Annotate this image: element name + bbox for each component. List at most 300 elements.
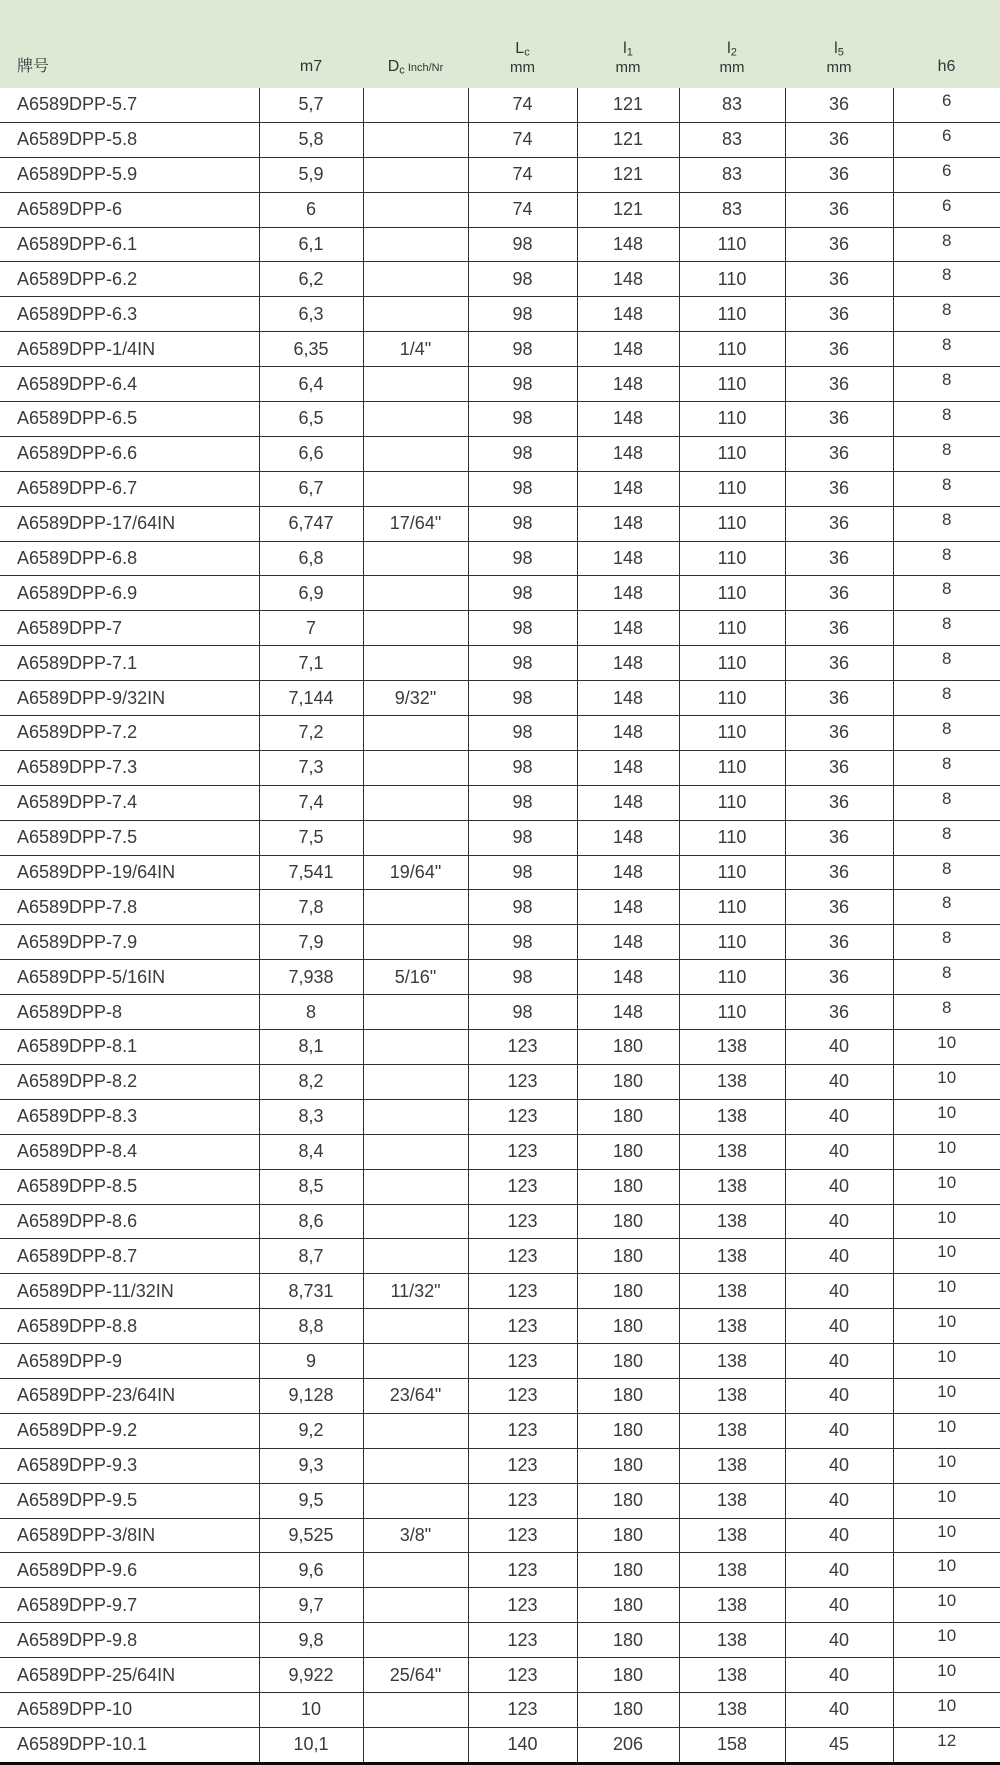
cell-l5_mm: 40 (785, 1204, 893, 1239)
cell-lc_mm: 123 (468, 1518, 577, 1553)
cell-h6: 10 (893, 1553, 1000, 1588)
cell-part_number: A6589DPP-5.9 (0, 157, 259, 192)
cell-l5_mm: 40 (785, 1239, 893, 1274)
cell-dc_inch (363, 192, 468, 227)
cell-m7: 8,4 (259, 1134, 363, 1169)
cell-part_number: A6589DPP-7 (0, 611, 259, 646)
header-l5-symbol: l (834, 39, 838, 57)
cell-m7: 7,8 (259, 890, 363, 925)
cell-l1_mm: 180 (577, 1623, 679, 1658)
cell-l2_mm: 110 (679, 855, 785, 890)
cell-m7: 9 (259, 1344, 363, 1379)
table-row (0, 1134, 1000, 1169)
cell-l5_mm: 40 (785, 1064, 893, 1099)
table-header (0, 0, 1000, 88)
table-row (0, 1378, 1000, 1413)
cell-l5_mm: 36 (785, 541, 893, 576)
cell-h6: 8 (893, 611, 1000, 646)
cell-l5_mm: 36 (785, 855, 893, 890)
cell-dc_inch (363, 995, 468, 1030)
cell-l2_mm: 83 (679, 192, 785, 227)
cell-m7: 7,4 (259, 785, 363, 820)
cell-h6: 10 (893, 1274, 1000, 1309)
cell-l5_mm: 40 (785, 1344, 893, 1379)
table-row (0, 1692, 1000, 1727)
table-row (0, 646, 1000, 681)
cell-dc_inch (363, 1413, 468, 1448)
cell-h6: 8 (893, 716, 1000, 751)
cell-lc_mm: 123 (468, 1378, 577, 1413)
table-row (0, 681, 1000, 716)
table-row (0, 785, 1000, 820)
cell-part_number: A6589DPP-9.5 (0, 1483, 259, 1518)
cell-lc_mm: 123 (468, 1692, 577, 1727)
cell-l5_mm: 36 (785, 436, 893, 471)
cell-dc_inch (363, 716, 468, 751)
cell-part_number: A6589DPP-6 (0, 192, 259, 227)
cell-h6: 8 (893, 227, 1000, 262)
cell-l1_mm: 180 (577, 1309, 679, 1344)
header-dc-extra: Inch/Nr (407, 61, 444, 74)
cell-l1_mm: 148 (577, 890, 679, 925)
cell-h6: 6 (893, 157, 1000, 192)
cell-l1_mm: 148 (577, 471, 679, 506)
cell-l1_mm: 148 (577, 785, 679, 820)
cell-part_number: A6589DPP-9.7 (0, 1588, 259, 1623)
cell-l1_mm: 180 (577, 1204, 679, 1239)
cell-l5_mm: 40 (785, 1623, 893, 1658)
cell-l5_mm: 40 (785, 1413, 893, 1448)
cell-h6: 8 (893, 995, 1000, 1030)
cell-m7: 7,938 (259, 960, 363, 995)
cell-m7: 6,4 (259, 367, 363, 402)
cell-part_number: A6589DPP-6.1 (0, 227, 259, 262)
cell-part_number: A6589DPP-8 (0, 995, 259, 1030)
cell-h6: 8 (893, 506, 1000, 541)
cell-m7: 8,7 (259, 1239, 363, 1274)
cell-part_number: A6589DPP-19/64IN (0, 855, 259, 890)
table-row (0, 1553, 1000, 1588)
cell-l1_mm: 148 (577, 227, 679, 262)
cell-l2_mm: 138 (679, 1553, 785, 1588)
cell-lc_mm: 123 (468, 1099, 577, 1134)
cell-dc_inch: 17/64" (363, 506, 468, 541)
cell-l5_mm: 36 (785, 960, 893, 995)
cell-lc_mm: 74 (468, 122, 577, 157)
cell-h6: 6 (893, 192, 1000, 227)
table-row (0, 576, 1000, 611)
cell-lc_mm: 98 (468, 681, 577, 716)
cell-lc_mm: 98 (468, 227, 577, 262)
cell-dc_inch: 5/16" (363, 960, 468, 995)
cell-l5_mm: 36 (785, 471, 893, 506)
cell-part_number: A6589DPP-11/32IN (0, 1274, 259, 1309)
cell-m7: 6,8 (259, 541, 363, 576)
cell-l2_mm: 110 (679, 925, 785, 960)
header-m7-label: m7 (299, 58, 323, 76)
cell-l2_mm: 138 (679, 1658, 785, 1693)
cell-part_number: A6589DPP-6.9 (0, 576, 259, 611)
table-row (0, 1239, 1000, 1274)
cell-l1_mm: 148 (577, 995, 679, 1030)
cell-dc_inch (363, 1727, 468, 1763)
cell-dc_inch (363, 541, 468, 576)
cell-dc_inch (363, 576, 468, 611)
cell-l1_mm: 180 (577, 1413, 679, 1448)
table-row (0, 1448, 1000, 1483)
cell-l5_mm: 36 (785, 157, 893, 192)
cell-h6: 6 (893, 88, 1000, 122)
cell-m7: 8,5 (259, 1169, 363, 1204)
header-l1-symbol: l (623, 39, 627, 57)
cell-l2_mm: 138 (679, 1239, 785, 1274)
cell-m7: 9,922 (259, 1658, 363, 1693)
cell-l5_mm: 36 (785, 262, 893, 297)
cell-l5_mm: 36 (785, 332, 893, 367)
cell-part_number: A6589DPP-8.7 (0, 1239, 259, 1274)
cell-part_number: A6589DPP-6.2 (0, 262, 259, 297)
cell-l1_mm: 121 (577, 192, 679, 227)
cell-m7: 8,3 (259, 1099, 363, 1134)
cell-l1_mm: 180 (577, 1692, 679, 1727)
cell-l2_mm: 110 (679, 995, 785, 1030)
cell-l2_mm: 158 (679, 1727, 785, 1763)
cell-h6: 8 (893, 820, 1000, 855)
cell-lc_mm: 98 (468, 785, 577, 820)
cell-m7: 6,6 (259, 436, 363, 471)
cell-l1_mm: 206 (577, 1727, 679, 1763)
cell-lc_mm: 98 (468, 716, 577, 751)
cell-dc_inch: 1/4" (363, 332, 468, 367)
cell-m7: 10,1 (259, 1727, 363, 1763)
cell-dc_inch: 19/64" (363, 855, 468, 890)
cell-l1_mm: 121 (577, 88, 679, 122)
table-row (0, 367, 1000, 402)
cell-lc_mm: 123 (468, 1588, 577, 1623)
cell-l1_mm: 180 (577, 1169, 679, 1204)
cell-lc_mm: 123 (468, 1274, 577, 1309)
cell-l5_mm: 36 (785, 297, 893, 332)
cell-dc_inch (363, 1448, 468, 1483)
cell-part_number: A6589DPP-10.1 (0, 1727, 259, 1763)
cell-l1_mm: 148 (577, 960, 679, 995)
cell-l5_mm: 36 (785, 890, 893, 925)
cell-part_number: A6589DPP-9.6 (0, 1553, 259, 1588)
cell-l1_mm: 148 (577, 750, 679, 785)
cell-l2_mm: 138 (679, 1588, 785, 1623)
cell-l1_mm: 148 (577, 925, 679, 960)
cell-h6: 12 (893, 1727, 1000, 1763)
cell-l1_mm: 148 (577, 681, 679, 716)
cell-h6: 10 (893, 1483, 1000, 1518)
cell-dc_inch (363, 1169, 468, 1204)
cell-l2_mm: 138 (679, 1448, 785, 1483)
cell-m7: 6,7 (259, 471, 363, 506)
table-row (0, 541, 1000, 576)
header-lc-subscript: c (524, 46, 530, 59)
cell-lc_mm: 74 (468, 192, 577, 227)
cell-dc_inch (363, 1099, 468, 1134)
table-row (0, 1169, 1000, 1204)
cell-h6: 8 (893, 332, 1000, 367)
cell-dc_inch (363, 88, 468, 122)
cell-dc_inch (363, 367, 468, 402)
cell-l2_mm: 110 (679, 227, 785, 262)
header-l2-unit: mm (719, 59, 745, 77)
cell-dc_inch: 25/64" (363, 1658, 468, 1693)
cell-h6: 10 (893, 1518, 1000, 1553)
cell-m7: 6,9 (259, 576, 363, 611)
cell-l1_mm: 148 (577, 402, 679, 437)
cell-lc_mm: 98 (468, 436, 577, 471)
cell-m7: 7,1 (259, 646, 363, 681)
cell-l2_mm: 83 (679, 122, 785, 157)
cell-m7: 7,541 (259, 855, 363, 890)
cell-dc_inch (363, 1588, 468, 1623)
cell-l2_mm: 110 (679, 402, 785, 437)
cell-m7: 7,2 (259, 716, 363, 751)
cell-l5_mm: 40 (785, 1553, 893, 1588)
header-h6 (893, 0, 1000, 88)
cell-m7: 6,3 (259, 297, 363, 332)
cell-l2_mm: 110 (679, 262, 785, 297)
cell-l2_mm: 138 (679, 1309, 785, 1344)
cell-lc_mm: 123 (468, 1623, 577, 1658)
table-body (0, 88, 1000, 1763)
cell-l2_mm: 110 (679, 890, 785, 925)
cell-l5_mm: 40 (785, 1378, 893, 1413)
cell-lc_mm: 98 (468, 402, 577, 437)
cell-m7: 6,5 (259, 402, 363, 437)
cell-m7: 6,1 (259, 227, 363, 262)
cell-dc_inch (363, 1134, 468, 1169)
table-row (0, 436, 1000, 471)
cell-l2_mm: 138 (679, 1204, 785, 1239)
cell-l5_mm: 36 (785, 681, 893, 716)
cell-dc_inch (363, 1030, 468, 1065)
cell-m7: 10 (259, 1692, 363, 1727)
cell-l5_mm: 40 (785, 1169, 893, 1204)
cell-lc_mm: 123 (468, 1134, 577, 1169)
cell-lc_mm: 98 (468, 367, 577, 402)
table-row (0, 506, 1000, 541)
cell-l5_mm: 36 (785, 995, 893, 1030)
cell-part_number: A6589DPP-10 (0, 1692, 259, 1727)
table-row (0, 1658, 1000, 1693)
cell-h6: 8 (893, 890, 1000, 925)
cell-m7: 8,2 (259, 1064, 363, 1099)
cell-l1_mm: 180 (577, 1588, 679, 1623)
cell-h6: 10 (893, 1169, 1000, 1204)
cell-m7: 7,9 (259, 925, 363, 960)
table-row (0, 297, 1000, 332)
cell-l2_mm: 138 (679, 1030, 785, 1065)
table-row (0, 855, 1000, 890)
cell-l1_mm: 148 (577, 611, 679, 646)
table-row (0, 890, 1000, 925)
cell-l5_mm: 36 (785, 611, 893, 646)
cell-dc_inch (363, 785, 468, 820)
cell-l2_mm: 110 (679, 332, 785, 367)
cell-m7: 6,747 (259, 506, 363, 541)
cell-l2_mm: 83 (679, 157, 785, 192)
cell-l1_mm: 180 (577, 1274, 679, 1309)
cell-lc_mm: 98 (468, 332, 577, 367)
cell-l2_mm: 138 (679, 1413, 785, 1448)
cell-dc_inch (363, 436, 468, 471)
cell-h6: 8 (893, 960, 1000, 995)
cell-l5_mm: 40 (785, 1134, 893, 1169)
cell-dc_inch (363, 227, 468, 262)
cell-lc_mm: 98 (468, 611, 577, 646)
table-row (0, 88, 1000, 122)
cell-l2_mm: 138 (679, 1518, 785, 1553)
cell-part_number: A6589DPP-17/64IN (0, 506, 259, 541)
header-dc-symbol: D (387, 57, 400, 75)
header-part-number (0, 0, 259, 88)
cell-m7: 7,3 (259, 750, 363, 785)
table-row (0, 1623, 1000, 1658)
cell-l5_mm: 36 (785, 88, 893, 122)
cell-m7: 9,6 (259, 1553, 363, 1588)
cell-lc_mm: 123 (468, 1413, 577, 1448)
cell-dc_inch (363, 122, 468, 157)
cell-lc_mm: 123 (468, 1658, 577, 1693)
cell-dc_inch (363, 297, 468, 332)
cell-l5_mm: 36 (785, 192, 893, 227)
cell-l2_mm: 138 (679, 1274, 785, 1309)
table-row (0, 1099, 1000, 1134)
cell-part_number: A6589DPP-8.1 (0, 1030, 259, 1065)
cell-lc_mm: 98 (468, 960, 577, 995)
table-row (0, 1483, 1000, 1518)
cell-part_number: A6589DPP-6.6 (0, 436, 259, 471)
cell-l1_mm: 180 (577, 1099, 679, 1134)
cell-h6: 10 (893, 1378, 1000, 1413)
cell-l2_mm: 110 (679, 436, 785, 471)
table-row (0, 1518, 1000, 1553)
cell-l1_mm: 180 (577, 1239, 679, 1274)
cell-m7: 8,1 (259, 1030, 363, 1065)
cell-l1_mm: 180 (577, 1134, 679, 1169)
table-row (0, 332, 1000, 367)
cell-l5_mm: 36 (785, 785, 893, 820)
cell-dc_inch (363, 157, 468, 192)
table-row (0, 1309, 1000, 1344)
cell-l2_mm: 110 (679, 541, 785, 576)
cell-dc_inch (363, 890, 468, 925)
cell-part_number: A6589DPP-25/64IN (0, 1658, 259, 1693)
cell-l1_mm: 180 (577, 1518, 679, 1553)
table-row (0, 960, 1000, 995)
header-lc (468, 0, 577, 88)
cell-part_number: A6589DPP-23/64IN (0, 1378, 259, 1413)
cell-l5_mm: 36 (785, 506, 893, 541)
table-row (0, 157, 1000, 192)
cell-h6: 8 (893, 262, 1000, 297)
cell-h6: 10 (893, 1658, 1000, 1693)
header-l5-subscript: 5 (837, 46, 844, 59)
cell-dc_inch (363, 1553, 468, 1588)
cell-h6: 8 (893, 367, 1000, 402)
header-l2 (679, 0, 785, 88)
cell-part_number: A6589DPP-8.3 (0, 1099, 259, 1134)
cell-lc_mm: 123 (468, 1344, 577, 1379)
cell-h6: 10 (893, 1309, 1000, 1344)
cell-l1_mm: 148 (577, 716, 679, 751)
cell-l5_mm: 36 (785, 122, 893, 157)
cell-part_number: A6589DPP-9.3 (0, 1448, 259, 1483)
cell-lc_mm: 140 (468, 1727, 577, 1763)
cell-l2_mm: 138 (679, 1623, 785, 1658)
cell-l2_mm: 110 (679, 367, 785, 402)
cell-l5_mm: 40 (785, 1099, 893, 1134)
cell-h6: 8 (893, 681, 1000, 716)
cell-dc_inch (363, 925, 468, 960)
cell-m7: 8,731 (259, 1274, 363, 1309)
cell-lc_mm: 98 (468, 506, 577, 541)
cell-lc_mm: 123 (468, 1169, 577, 1204)
table-row (0, 995, 1000, 1030)
cell-part_number: A6589DPP-5.8 (0, 122, 259, 157)
cell-dc_inch (363, 1309, 468, 1344)
cell-l5_mm: 36 (785, 820, 893, 855)
cell-m7: 5,8 (259, 122, 363, 157)
cell-lc_mm: 123 (468, 1483, 577, 1518)
cell-dc_inch (363, 1692, 468, 1727)
cell-l2_mm: 110 (679, 611, 785, 646)
cell-part_number: A6589DPP-6.5 (0, 402, 259, 437)
cell-h6: 10 (893, 1692, 1000, 1727)
cell-part_number: A6589DPP-3/8IN (0, 1518, 259, 1553)
cell-part_number: A6589DPP-7.2 (0, 716, 259, 751)
cell-l2_mm: 138 (679, 1099, 785, 1134)
cell-l1_mm: 148 (577, 367, 679, 402)
cell-l2_mm: 110 (679, 646, 785, 681)
cell-l5_mm: 40 (785, 1448, 893, 1483)
cell-lc_mm: 98 (468, 820, 577, 855)
cell-l5_mm: 36 (785, 576, 893, 611)
cell-h6: 10 (893, 1239, 1000, 1274)
cell-l1_mm: 180 (577, 1064, 679, 1099)
cell-l2_mm: 110 (679, 785, 785, 820)
header-lc-unit: mm (510, 59, 535, 77)
cell-part_number: A6589DPP-7.8 (0, 890, 259, 925)
cell-l1_mm: 148 (577, 262, 679, 297)
cell-dc_inch (363, 750, 468, 785)
cell-h6: 8 (893, 646, 1000, 681)
cell-dc_inch (363, 471, 468, 506)
cell-lc_mm: 98 (468, 855, 577, 890)
cell-l1_mm: 148 (577, 576, 679, 611)
cell-l1_mm: 180 (577, 1553, 679, 1588)
table-row (0, 1344, 1000, 1379)
cell-l1_mm: 148 (577, 820, 679, 855)
cell-l5_mm: 36 (785, 750, 893, 785)
cell-l1_mm: 180 (577, 1030, 679, 1065)
cell-part_number: A6589DPP-9.8 (0, 1623, 259, 1658)
cell-part_number: A6589DPP-5/16IN (0, 960, 259, 995)
cell-dc_inch (363, 402, 468, 437)
cell-m7: 8 (259, 995, 363, 1030)
cell-l5_mm: 40 (785, 1658, 893, 1693)
table-row (0, 192, 1000, 227)
cell-part_number: A6589DPP-7.4 (0, 785, 259, 820)
cell-h6: 10 (893, 1064, 1000, 1099)
cell-part_number: A6589DPP-9.2 (0, 1413, 259, 1448)
cell-l2_mm: 138 (679, 1134, 785, 1169)
header-dc-inch (363, 0, 468, 88)
